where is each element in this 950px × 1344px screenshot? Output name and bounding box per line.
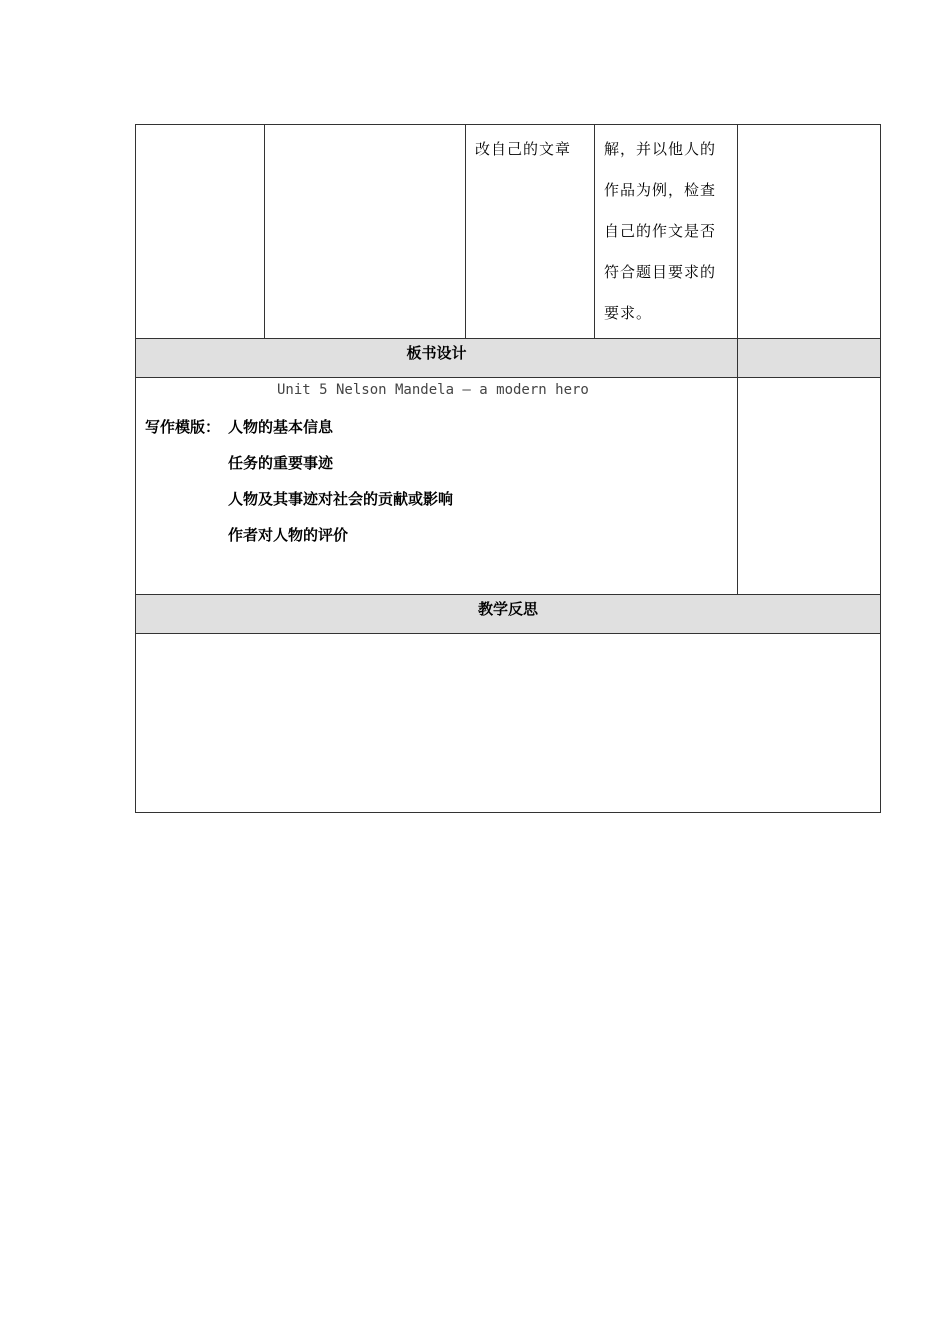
empty-cell (265, 125, 466, 339)
board-design-heading: 板书设计 (406, 344, 467, 362)
empty-cell (738, 339, 881, 378)
purpose-line: 要求。 (604, 304, 653, 322)
content-row (136, 125, 881, 339)
purpose-line: 自己的作文是否 (604, 222, 717, 240)
template-item: 人物及其事迹对社会的贡献或影响 (228, 490, 454, 508)
reflection-heading-cell (136, 595, 881, 634)
template-item: 作者对人物的评价 (228, 526, 349, 544)
board-heading-cell (136, 339, 738, 378)
template-item: 任务的重要事迹 (228, 454, 334, 472)
activity-cell (466, 125, 595, 339)
board-content (136, 378, 737, 594)
activity-text: 改自己的文章 (475, 140, 572, 158)
empty-cell (738, 125, 881, 339)
board-content-cell (136, 378, 738, 595)
purpose-line: 解，并以他人的 (604, 140, 717, 158)
reflection-heading-row (136, 595, 881, 634)
template-item: 人物的基本信息 (228, 418, 334, 436)
unit-title: Unit 5 Nelson Mandela — a modern hero (277, 382, 589, 398)
template-label: 写作模版： (145, 418, 221, 436)
purpose-text (595, 125, 737, 338)
reflection-body-row (136, 634, 881, 813)
reflection-body (136, 634, 880, 812)
purpose-line: 作品为例，检查 (604, 181, 717, 199)
purpose-cell (595, 125, 738, 339)
purpose-line: 符合题目要求的 (604, 263, 717, 281)
board-heading-row (136, 339, 881, 378)
lesson-plan-table (135, 124, 881, 813)
reflection-heading: 教学反思 (477, 600, 538, 618)
empty-cell (738, 378, 881, 595)
reflection-body-cell (136, 634, 881, 813)
empty-cell (136, 125, 265, 339)
board-content-row (136, 378, 881, 595)
